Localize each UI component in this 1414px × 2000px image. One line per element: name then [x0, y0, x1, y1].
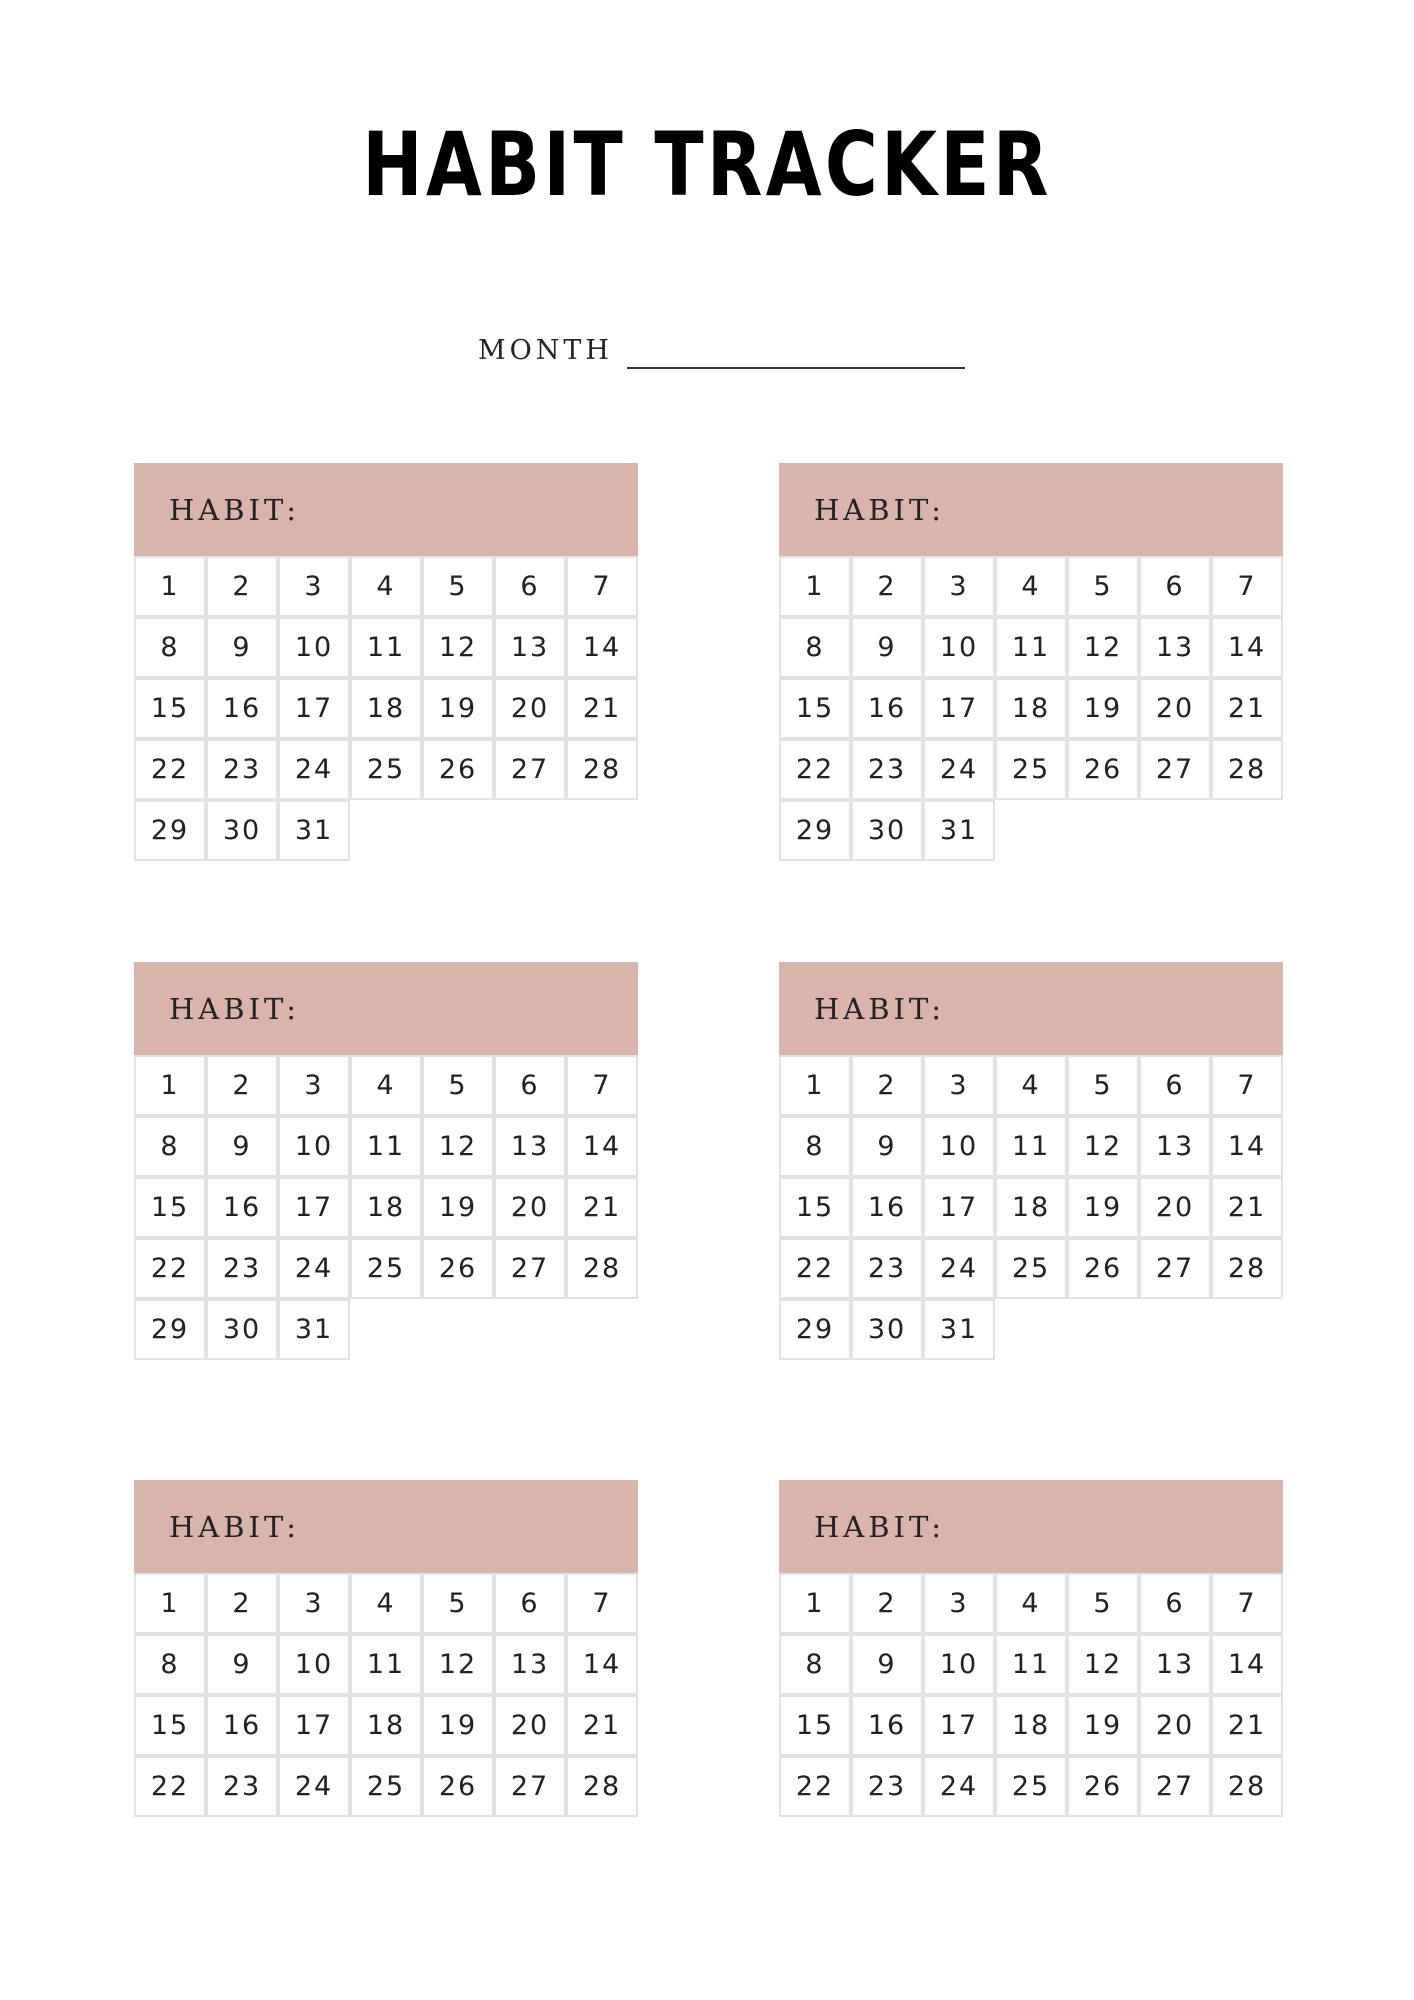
- day-cell[interactable]: 31: [278, 800, 350, 861]
- month-label: MONTH: [478, 335, 613, 366]
- day-cell[interactable]: 30: [206, 1299, 278, 1360]
- day-cell[interactable]: 24: [923, 1756, 995, 1817]
- day-cell[interactable]: 20: [1139, 678, 1211, 739]
- day-cell[interactable]: 13: [494, 1634, 566, 1695]
- day-cell[interactable]: 30: [851, 1299, 923, 1360]
- day-cell[interactable]: 13: [1139, 617, 1211, 678]
- day-cell[interactable]: 10: [278, 1116, 350, 1177]
- day-cell[interactable]: 13: [494, 1116, 566, 1177]
- day-cell[interactable]: 17: [278, 1695, 350, 1756]
- day-cell[interactable]: 31: [923, 1299, 995, 1360]
- day-cell[interactable]: 25: [995, 739, 1067, 800]
- day-cell[interactable]: 21: [1211, 1177, 1283, 1238]
- day-cell[interactable]: 4: [995, 1055, 1067, 1116]
- day-cell[interactable]: 28: [1211, 1238, 1283, 1299]
- day-cell[interactable]: 31: [923, 800, 995, 861]
- day-cell[interactable]: 8: [134, 617, 206, 678]
- day-cell[interactable]: 17: [923, 1695, 995, 1756]
- day-grid: [779, 556, 1283, 861]
- day-cell[interactable]: 3: [278, 1573, 350, 1634]
- day-cell[interactable]: 15: [779, 678, 851, 739]
- day-cell[interactable]: 15: [779, 1695, 851, 1756]
- day-cell[interactable]: 20: [1139, 1695, 1211, 1756]
- day-cell[interactable]: 9: [851, 1116, 923, 1177]
- day-cell[interactable]: 19: [1067, 678, 1139, 739]
- day-cell[interactable]: 12: [422, 1116, 494, 1177]
- day-cell[interactable]: 2: [851, 1055, 923, 1116]
- day-cell[interactable]: 21: [1211, 1695, 1283, 1756]
- day-cell[interactable]: 10: [278, 1634, 350, 1695]
- day-cell[interactable]: 10: [923, 1116, 995, 1177]
- day-cell[interactable]: 18: [350, 1695, 422, 1756]
- day-cell[interactable]: 13: [1139, 1634, 1211, 1695]
- day-cell[interactable]: 15: [134, 1695, 206, 1756]
- day-cell[interactable]: 25: [350, 1238, 422, 1299]
- day-cell[interactable]: 22: [134, 739, 206, 800]
- day-cell[interactable]: 27: [1139, 739, 1211, 800]
- day-cell[interactable]: 6: [494, 1573, 566, 1634]
- day-cell[interactable]: 12: [1067, 1634, 1139, 1695]
- day-cell[interactable]: 13: [494, 617, 566, 678]
- day-cell[interactable]: 22: [779, 739, 851, 800]
- day-cell[interactable]: 2: [851, 1573, 923, 1634]
- day-cell[interactable]: 7: [1211, 1573, 1283, 1634]
- day-cell[interactable]: 4: [995, 1573, 1067, 1634]
- day-cell[interactable]: 27: [494, 1756, 566, 1817]
- day-cell[interactable]: 26: [422, 1756, 494, 1817]
- day-cell[interactable]: 30: [206, 800, 278, 861]
- day-cell[interactable]: 25: [350, 739, 422, 800]
- habit-card-header[interactable]: [779, 1480, 1283, 1573]
- day-cell[interactable]: 19: [422, 1695, 494, 1756]
- day-cell[interactable]: 4: [350, 1055, 422, 1116]
- day-cell[interactable]: 24: [278, 1756, 350, 1817]
- day-cell[interactable]: 7: [566, 1055, 638, 1116]
- day-cell[interactable]: 27: [494, 1238, 566, 1299]
- day-cell[interactable]: 19: [1067, 1695, 1139, 1756]
- day-cell[interactable]: 6: [494, 556, 566, 617]
- day-cell[interactable]: 28: [1211, 1756, 1283, 1817]
- day-cell[interactable]: 2: [206, 1573, 278, 1634]
- day-cell[interactable]: 1: [134, 1573, 206, 1634]
- day-cell[interactable]: 18: [995, 678, 1067, 739]
- day-cell[interactable]: 29: [779, 1299, 851, 1360]
- day-cell[interactable]: 5: [1067, 556, 1139, 617]
- day-cell[interactable]: 28: [566, 1756, 638, 1817]
- day-cell[interactable]: 16: [851, 1695, 923, 1756]
- day-cell[interactable]: 16: [206, 1177, 278, 1238]
- day-cell[interactable]: 12: [422, 617, 494, 678]
- day-cell[interactable]: 29: [779, 800, 851, 861]
- day-cell[interactable]: 6: [494, 1055, 566, 1116]
- day-cell[interactable]: 4: [995, 556, 1067, 617]
- day-cell[interactable]: 24: [923, 1238, 995, 1299]
- day-cell[interactable]: 14: [1211, 1634, 1283, 1695]
- day-cell[interactable]: 9: [851, 617, 923, 678]
- day-cell[interactable]: 6: [1139, 1573, 1211, 1634]
- day-cell[interactable]: 8: [779, 1116, 851, 1177]
- day-cell[interactable]: 18: [995, 1177, 1067, 1238]
- day-cell[interactable]: 24: [278, 739, 350, 800]
- habit-card: [134, 1480, 638, 1817]
- habit-label: HABIT:: [814, 1509, 946, 1544]
- day-grid: [779, 1055, 1283, 1360]
- day-cell[interactable]: 3: [278, 1055, 350, 1116]
- day-cell[interactable]: 16: [206, 1695, 278, 1756]
- day-cell[interactable]: 2: [206, 1055, 278, 1116]
- day-cell[interactable]: 14: [1211, 1116, 1283, 1177]
- day-cell[interactable]: 28: [566, 1238, 638, 1299]
- day-cell[interactable]: 15: [134, 1177, 206, 1238]
- habit-card: [134, 962, 638, 1360]
- habit-label: HABIT:: [169, 1509, 301, 1544]
- day-cell[interactable]: 24: [278, 1238, 350, 1299]
- day-cell[interactable]: 7: [566, 556, 638, 617]
- day-cell[interactable]: 23: [206, 1238, 278, 1299]
- day-cell[interactable]: 28: [1211, 739, 1283, 800]
- day-cell[interactable]: 17: [278, 1177, 350, 1238]
- day-cell[interactable]: 8: [779, 617, 851, 678]
- day-cell[interactable]: 30: [851, 800, 923, 861]
- day-cell[interactable]: 15: [134, 678, 206, 739]
- day-cell[interactable]: 21: [566, 1177, 638, 1238]
- day-cell[interactable]: 19: [422, 1177, 494, 1238]
- day-cell[interactable]: 8: [134, 1116, 206, 1177]
- day-cell[interactable]: 27: [1139, 1238, 1211, 1299]
- day-cell[interactable]: 18: [995, 1695, 1067, 1756]
- day-cell[interactable]: 11: [995, 1116, 1067, 1177]
- day-cell[interactable]: 24: [923, 739, 995, 800]
- day-cell[interactable]: 22: [134, 1238, 206, 1299]
- day-cell[interactable]: 3: [278, 556, 350, 617]
- day-cell[interactable]: 10: [923, 617, 995, 678]
- day-cell[interactable]: 14: [566, 1634, 638, 1695]
- day-cell[interactable]: 14: [566, 1116, 638, 1177]
- day-cell[interactable]: 9: [206, 1116, 278, 1177]
- day-cell[interactable]: 21: [1211, 678, 1283, 739]
- day-cell[interactable]: 26: [1067, 1238, 1139, 1299]
- day-cell[interactable]: 6: [1139, 1055, 1211, 1116]
- day-cell[interactable]: 14: [1211, 617, 1283, 678]
- habit-label: HABIT:: [814, 492, 946, 527]
- day-cell[interactable]: 3: [923, 1573, 995, 1634]
- day-cell[interactable]: 27: [1139, 1756, 1211, 1817]
- month-row: [478, 325, 965, 369]
- day-cell[interactable]: 26: [422, 739, 494, 800]
- day-cell[interactable]: 1: [134, 1055, 206, 1116]
- day-cell[interactable]: 2: [206, 556, 278, 617]
- day-cell[interactable]: 4: [350, 556, 422, 617]
- habit-card: [779, 1480, 1283, 1817]
- habit-label: HABIT:: [169, 991, 301, 1026]
- month-input-line[interactable]: [627, 333, 965, 369]
- day-cell[interactable]: 22: [779, 1756, 851, 1817]
- day-cell[interactable]: 11: [995, 1634, 1067, 1695]
- habit-label: HABIT:: [169, 492, 301, 527]
- day-cell[interactable]: 26: [1067, 1756, 1139, 1817]
- day-cell[interactable]: 16: [851, 678, 923, 739]
- habit-card-header[interactable]: [779, 463, 1283, 556]
- day-cell[interactable]: 9: [851, 1634, 923, 1695]
- day-cell[interactable]: 20: [494, 1695, 566, 1756]
- day-cell[interactable]: 19: [1067, 1177, 1139, 1238]
- day-cell[interactable]: 3: [923, 1055, 995, 1116]
- day-cell[interactable]: 25: [995, 1756, 1067, 1817]
- day-grid: [134, 556, 638, 861]
- habit-card-header[interactable]: [134, 962, 638, 1055]
- page-title: HABIT TRACKER: [362, 113, 1052, 216]
- day-cell[interactable]: 19: [422, 678, 494, 739]
- day-cell[interactable]: 5: [422, 556, 494, 617]
- day-cell[interactable]: 11: [995, 617, 1067, 678]
- habit-card: [779, 463, 1283, 861]
- day-cell[interactable]: 31: [278, 1299, 350, 1360]
- day-cell[interactable]: 27: [494, 739, 566, 800]
- day-cell[interactable]: 4: [350, 1573, 422, 1634]
- day-grid: [779, 1573, 1283, 1817]
- day-cell[interactable]: 29: [134, 800, 206, 861]
- day-cell[interactable]: 26: [1067, 739, 1139, 800]
- day-cell[interactable]: 13: [1139, 1116, 1211, 1177]
- day-cell[interactable]: 22: [779, 1238, 851, 1299]
- day-cell[interactable]: 18: [350, 1177, 422, 1238]
- day-cell[interactable]: 29: [134, 1299, 206, 1360]
- day-cell[interactable]: 7: [1211, 556, 1283, 617]
- day-cell[interactable]: 1: [779, 556, 851, 617]
- day-grid: [134, 1055, 638, 1360]
- day-cell[interactable]: 7: [1211, 1055, 1283, 1116]
- habit-card-header[interactable]: [779, 962, 1283, 1055]
- day-cell[interactable]: 8: [779, 1634, 851, 1695]
- habit-card: [134, 463, 638, 861]
- day-cell[interactable]: 18: [350, 678, 422, 739]
- day-cell[interactable]: 20: [494, 1177, 566, 1238]
- day-cell[interactable]: 1: [779, 1573, 851, 1634]
- day-cell[interactable]: 23: [851, 1238, 923, 1299]
- habit-card-header[interactable]: [134, 463, 638, 556]
- day-cell[interactable]: 9: [206, 617, 278, 678]
- day-cell[interactable]: 11: [350, 1634, 422, 1695]
- day-cell[interactable]: 12: [422, 1634, 494, 1695]
- day-cell[interactable]: 20: [494, 678, 566, 739]
- day-cell[interactable]: 2: [851, 556, 923, 617]
- day-cell[interactable]: 23: [206, 739, 278, 800]
- day-cell[interactable]: 7: [566, 1573, 638, 1634]
- habit-card-header[interactable]: [134, 1480, 638, 1573]
- day-cell[interactable]: 26: [422, 1238, 494, 1299]
- day-cell[interactable]: 5: [422, 1055, 494, 1116]
- day-cell[interactable]: 28: [566, 739, 638, 800]
- day-cell[interactable]: 20: [1139, 1177, 1211, 1238]
- day-cell[interactable]: 21: [566, 1695, 638, 1756]
- day-cell[interactable]: 5: [1067, 1573, 1139, 1634]
- day-cell[interactable]: 22: [134, 1756, 206, 1817]
- day-grid: [134, 1573, 638, 1817]
- day-cell[interactable]: 23: [206, 1756, 278, 1817]
- day-cell[interactable]: 25: [350, 1756, 422, 1817]
- day-cell[interactable]: 12: [1067, 617, 1139, 678]
- habit-card: [779, 962, 1283, 1360]
- day-cell[interactable]: 17: [923, 1177, 995, 1238]
- day-cell[interactable]: 12: [1067, 1116, 1139, 1177]
- day-cell[interactable]: 3: [923, 556, 995, 617]
- day-cell[interactable]: 11: [350, 617, 422, 678]
- day-cell[interactable]: 16: [206, 678, 278, 739]
- day-cell[interactable]: 25: [995, 1238, 1067, 1299]
- day-cell[interactable]: 15: [779, 1177, 851, 1238]
- day-cell[interactable]: 23: [851, 739, 923, 800]
- day-cell[interactable]: 8: [134, 1634, 206, 1695]
- day-cell[interactable]: 10: [923, 1634, 995, 1695]
- day-cell[interactable]: 5: [1067, 1055, 1139, 1116]
- day-cell[interactable]: 14: [566, 617, 638, 678]
- day-cell[interactable]: 23: [851, 1756, 923, 1817]
- day-cell[interactable]: 21: [566, 678, 638, 739]
- day-cell[interactable]: 11: [350, 1116, 422, 1177]
- day-cell[interactable]: 16: [851, 1177, 923, 1238]
- habit-label: HABIT:: [814, 991, 946, 1026]
- day-cell[interactable]: 1: [779, 1055, 851, 1116]
- day-cell[interactable]: 5: [422, 1573, 494, 1634]
- day-cell[interactable]: 1: [134, 556, 206, 617]
- day-cell[interactable]: 17: [278, 678, 350, 739]
- day-cell[interactable]: 10: [278, 617, 350, 678]
- day-cell[interactable]: 9: [206, 1634, 278, 1695]
- day-cell[interactable]: 17: [923, 678, 995, 739]
- day-cell[interactable]: 6: [1139, 556, 1211, 617]
